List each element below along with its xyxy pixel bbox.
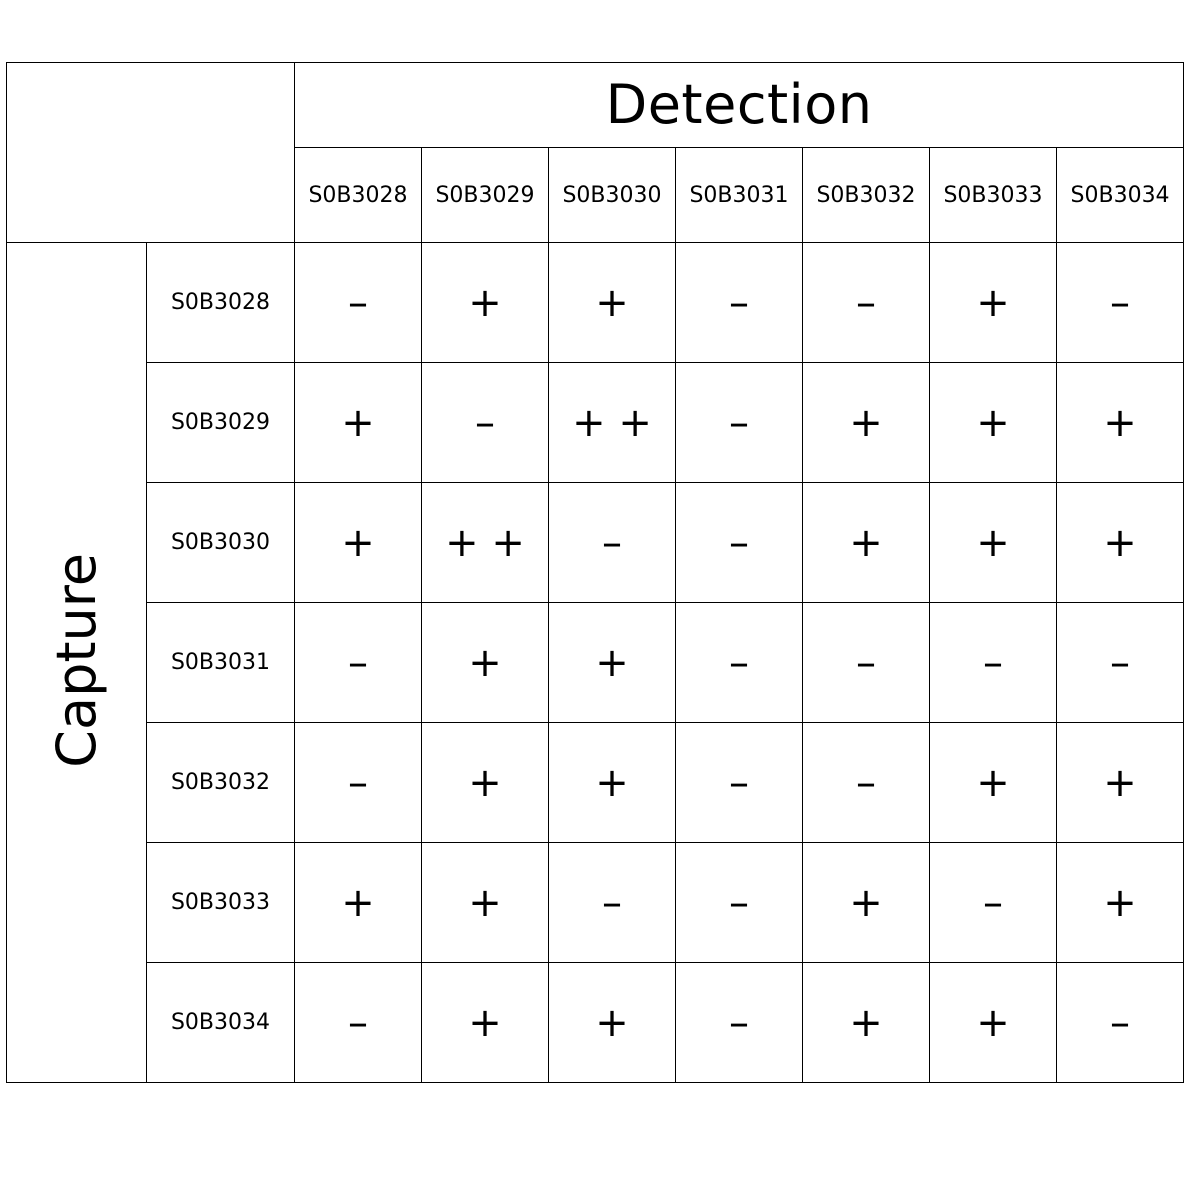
matrix-cell-value: + [468,279,502,326]
matrix-cell [295,483,422,603]
matrix-cell-value: + [595,759,629,806]
matrix-cell [803,843,930,963]
matrix-cell-value: + [341,519,375,566]
table-row [7,963,1184,1083]
matrix-cell-value: – [1110,279,1131,326]
matrix-cell [295,963,422,1083]
table-row [7,603,1184,723]
matrix-cell-value: – [983,879,1003,926]
matrix-cell [803,363,930,483]
matrix-cell [676,963,803,1083]
matrix-cell-value: – [729,639,749,686]
matrix-cell-value: – [729,399,749,446]
matrix-cell [422,243,549,363]
matrix-cell [676,603,803,723]
matrix-cell [803,963,930,1083]
column-header-s0b3030: S0B3030 [549,148,676,243]
capture-group-header-label: Capture [44,553,108,768]
column-header-s0b3034: S0B3034 [1057,148,1184,243]
matrix-table [6,62,1184,1083]
matrix-cell-value: + [595,279,629,326]
matrix-cell [676,843,803,963]
matrix-cell [1057,843,1184,963]
table-row [7,843,1184,963]
row-header-s0b3034: S0B3034 [147,963,295,1083]
table-row [7,483,1184,603]
matrix-cell-value: + [976,279,1010,326]
matrix-cell-value: – [983,639,1003,686]
matrix-cell-value: + [976,399,1010,446]
matrix-cell [930,363,1057,483]
matrix-cell [1057,363,1184,483]
capture-detection-matrix [6,62,1184,1083]
matrix-cell-value: – [348,279,368,326]
row-header-s0b3032: S0B3032 [147,723,295,843]
matrix-cell-value: – [602,879,622,926]
matrix-cell [549,963,676,1083]
matrix-cell-value: + [849,879,883,926]
matrix-cell-value: + + [572,399,652,446]
matrix-cell-value: – [856,279,876,326]
matrix-cell [676,363,803,483]
matrix-corner-blank [7,63,295,243]
matrix-cell [803,483,930,603]
matrix-cell [930,843,1057,963]
matrix-cell-value: – [729,279,749,326]
matrix-cell [422,603,549,723]
matrix-cell-value: + [595,999,629,1046]
matrix-cell [549,363,676,483]
matrix-cell [676,723,803,843]
matrix-cell-value: – [348,999,368,1046]
matrix-cell-value: + [849,399,883,446]
matrix-cell [549,723,676,843]
matrix-cell [549,843,676,963]
matrix-cell-value: + [1103,759,1137,806]
matrix-cell [930,723,1057,843]
matrix-cell [295,603,422,723]
matrix-cell [803,603,930,723]
matrix-cell [1057,963,1184,1083]
column-header-s0b3032: S0B3032 [803,148,930,243]
matrix-cell-value: – [1110,639,1131,686]
row-header-s0b3030: S0B3030 [147,483,295,603]
row-header-s0b3033: S0B3033 [147,843,295,963]
matrix-cell [803,243,930,363]
matrix-cell-value: + [849,519,883,566]
matrix-cell-value: + [1103,879,1137,926]
matrix-cell [422,963,549,1083]
table-row [7,723,1184,843]
matrix-cell [549,483,676,603]
matrix-cell [803,723,930,843]
matrix-cell-value: – [602,519,622,566]
matrix-cell [295,363,422,483]
matrix-cell-value: + [1103,519,1137,566]
matrix-cell-value: – [1110,999,1131,1046]
table-row [7,243,1184,363]
matrix-cell [295,723,422,843]
matrix-cell-value: + [976,519,1010,566]
matrix-cell-value: – [856,639,876,686]
matrix-cell-value: + [1103,399,1137,446]
matrix-cell [422,363,549,483]
matrix-cell [1057,243,1184,363]
column-header-s0b3033: S0B3033 [930,148,1057,243]
matrix-cell-value: – [348,759,368,806]
matrix-cell-value: + [341,399,375,446]
matrix-cell [1057,483,1184,603]
matrix-cell [422,723,549,843]
matrix-cell [930,483,1057,603]
matrix-cell-value: – [729,519,749,566]
matrix-cell [422,483,549,603]
row-header-s0b3028: S0B3028 [147,243,295,363]
matrix-cell [295,843,422,963]
matrix-cell-value: + [341,879,375,926]
matrix-cell-value: + [468,879,502,926]
matrix-cell [930,243,1057,363]
matrix-cell-value: + [468,759,502,806]
matrix-cell-value: + [468,639,502,686]
matrix-cell [676,243,803,363]
matrix-cell-value: + [976,759,1010,806]
matrix-cell-value: + + [445,519,525,566]
matrix-cell-value: – [348,639,368,686]
matrix-cell [422,843,549,963]
matrix-cell [930,603,1057,723]
matrix-cell [1057,723,1184,843]
table-row [7,363,1184,483]
column-header-s0b3031: S0B3031 [676,148,803,243]
row-header-s0b3029: S0B3029 [147,363,295,483]
matrix-cell-value: – [729,759,749,806]
matrix-cell [676,483,803,603]
matrix-cell [295,243,422,363]
matrix-cell-value: + [468,999,502,1046]
matrix-cell [549,603,676,723]
matrix-cell-value: – [856,759,876,806]
column-header-s0b3029: S0B3029 [422,148,549,243]
matrix-cell [1057,603,1184,723]
column-header-s0b3028: S0B3028 [295,148,422,243]
capture-group-header [7,243,147,1083]
matrix-group-header-row [7,63,1184,148]
matrix-cell-value: – [729,879,749,926]
matrix-cell [549,243,676,363]
matrix-cell-value: – [475,399,495,446]
detection-group-header: Detection [295,63,1184,148]
matrix-cell [930,963,1057,1083]
row-header-s0b3031: S0B3031 [147,603,295,723]
matrix-cell-value: + [849,999,883,1046]
matrix-cell-value: + [976,999,1010,1046]
matrix-cell-value: + [595,639,629,686]
matrix-cell-value: – [729,999,749,1046]
